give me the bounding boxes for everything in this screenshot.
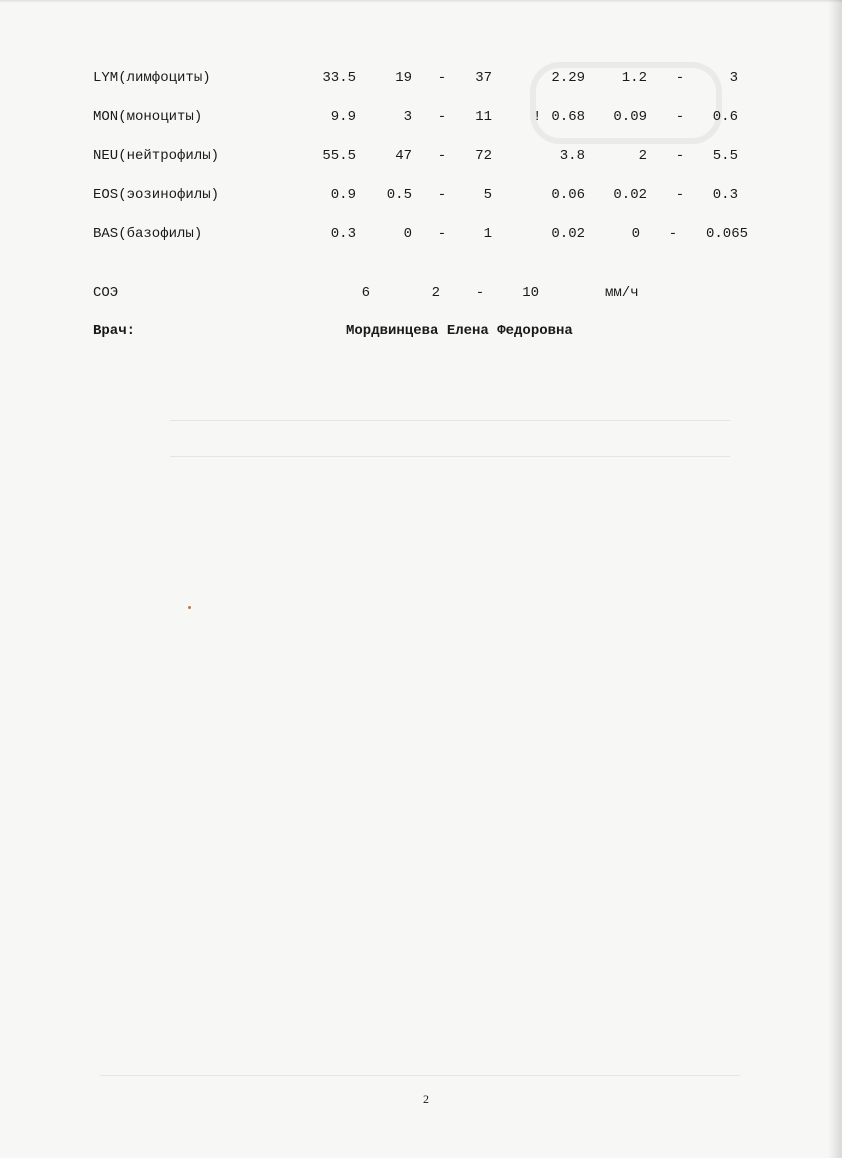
row-absolute-dash: - xyxy=(675,187,685,203)
row-name: BAS(базофилы) xyxy=(93,226,203,242)
row-absolute: 0.68 xyxy=(551,109,585,125)
row-percent-high: 72 xyxy=(475,148,492,164)
row-absolute-high: 0.6 xyxy=(712,109,738,125)
row-absolute-dash: - xyxy=(675,148,685,164)
soe-low: 2 xyxy=(431,285,440,301)
row-percent-high: 37 xyxy=(475,70,492,86)
row-absolute-low: 1.2 xyxy=(621,70,647,86)
row-percent-high: 5 xyxy=(483,187,492,203)
row-percent-low: 19 xyxy=(395,70,412,86)
row-percent-low: 0.5 xyxy=(386,187,412,203)
row-percent-high: 11 xyxy=(475,109,492,125)
doctor-label: Врач: xyxy=(93,323,136,339)
soe-unit: мм/ч xyxy=(605,285,639,301)
sheet-right-edge xyxy=(828,0,842,1158)
row-percent-dash: - xyxy=(437,187,447,203)
row-absolute: 3.8 xyxy=(559,148,585,164)
soe-high: 10 xyxy=(522,285,539,301)
sheet-top-edge xyxy=(0,0,842,3)
paper-speck xyxy=(188,606,191,609)
row-name: EOS(эозинофилы) xyxy=(93,187,220,203)
soe-name: СОЭ xyxy=(93,285,119,301)
row-percent: 33.5 xyxy=(322,70,356,86)
row-flag: ! xyxy=(533,109,542,125)
row-percent: 0.3 xyxy=(330,226,356,242)
row-percent-dash: - xyxy=(437,109,447,125)
row-percent: 9.9 xyxy=(330,109,356,125)
doctor-name: Мордвинцева Елена Федоровна xyxy=(346,323,573,339)
row-absolute-high: 3 xyxy=(729,70,738,86)
row-percent-low: 3 xyxy=(403,109,412,125)
reverse-side-rule xyxy=(170,420,730,421)
row-percent-dash: - xyxy=(437,70,447,86)
row-absolute-dash: - xyxy=(675,109,685,125)
reverse-side-rule xyxy=(100,1075,740,1076)
row-percent-dash: - xyxy=(437,226,447,242)
row-percent-dash: - xyxy=(437,148,447,164)
row-absolute: 0.02 xyxy=(551,226,585,242)
row-name: LYM(лимфоциты) xyxy=(93,70,211,86)
row-absolute: 0.06 xyxy=(551,187,585,203)
row-absolute-low: 2 xyxy=(638,148,647,164)
row-percent-high: 1 xyxy=(483,226,492,242)
row-name: MON(моноциты) xyxy=(93,109,203,125)
page-number: 2 xyxy=(423,1092,429,1106)
row-percent: 0.9 xyxy=(330,187,356,203)
row-absolute: 2.29 xyxy=(551,70,585,86)
row-percent-low: 0 xyxy=(403,226,412,242)
row-absolute-low: 0.02 xyxy=(613,187,647,203)
row-absolute-high: 0.3 xyxy=(712,187,738,203)
row-percent-low: 47 xyxy=(395,148,412,164)
row-absolute-dash: - xyxy=(675,70,685,86)
row-absolute-high: 0.065 xyxy=(705,226,748,242)
reverse-side-rule xyxy=(170,456,730,457)
row-absolute-high: 5.5 xyxy=(712,148,738,164)
row-name: NEU(нейтрофилы) xyxy=(93,148,220,164)
row-absolute-dash: - xyxy=(668,226,678,242)
row-percent: 55.5 xyxy=(322,148,356,164)
soe-dash: - xyxy=(475,285,485,301)
soe-value: 6 xyxy=(361,285,370,301)
row-absolute-low: 0 xyxy=(631,226,640,242)
row-absolute-low: 0.09 xyxy=(613,109,647,125)
